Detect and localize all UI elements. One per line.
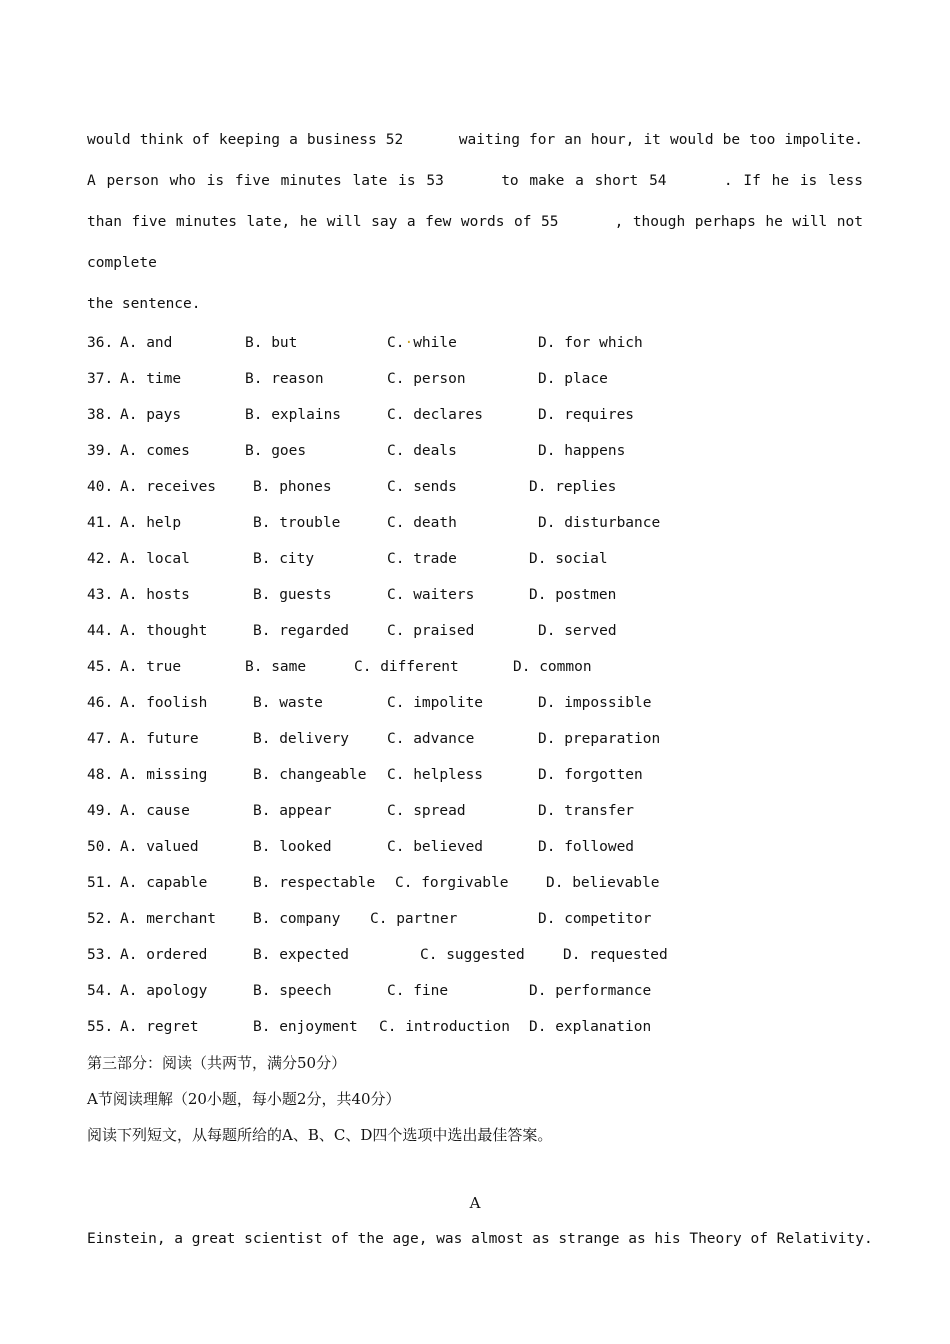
option-a: A. receives bbox=[120, 479, 217, 495]
passage-text: the sentence. bbox=[87, 296, 201, 312]
option-a: A. true bbox=[120, 659, 182, 675]
question-row bbox=[87, 829, 863, 865]
option-b: B. company bbox=[253, 911, 341, 927]
question-row bbox=[87, 721, 863, 757]
question-number: 49. bbox=[87, 803, 114, 819]
option-b: B. city bbox=[253, 551, 315, 567]
option-a: A. local bbox=[120, 551, 190, 567]
option-c: C. suggested bbox=[420, 947, 525, 963]
option-d: D. replies bbox=[529, 479, 617, 495]
question-row bbox=[87, 793, 863, 829]
option-c: C. praised bbox=[387, 623, 475, 639]
option-c: C. fine bbox=[387, 983, 449, 999]
option-d: D. for which bbox=[538, 335, 643, 351]
option-d: D. requires bbox=[538, 407, 635, 423]
option-d: D. served bbox=[538, 623, 617, 639]
question-number: 50. bbox=[87, 839, 114, 855]
question-number: 51. bbox=[87, 875, 114, 891]
option-a: A. future bbox=[120, 731, 199, 747]
question-number: 38. bbox=[87, 407, 114, 423]
question-row bbox=[87, 685, 863, 721]
question-row bbox=[87, 649, 863, 685]
question-row bbox=[87, 433, 863, 469]
option-d: D. disturbance bbox=[538, 515, 661, 531]
option-a: A. comes bbox=[120, 443, 190, 459]
option-b: B. changeable bbox=[253, 767, 367, 783]
option-d: D. preparation bbox=[538, 731, 661, 747]
section-a-heading: A节阅读理解（20小题，每小题2分，共40分） bbox=[87, 1090, 401, 1108]
question-number: 45. bbox=[87, 659, 114, 675]
option-b: B. respectable bbox=[253, 875, 376, 891]
option-c: C. introduction bbox=[379, 1019, 510, 1035]
option-b: B. waste bbox=[253, 695, 323, 711]
option-b: B. phones bbox=[253, 479, 332, 495]
blank-53: 53 bbox=[426, 173, 444, 189]
option-a: A. foolish bbox=[120, 695, 208, 711]
question-number: 44. bbox=[87, 623, 114, 639]
option-d: D. believable bbox=[546, 875, 660, 891]
question-number: 55. bbox=[87, 1019, 114, 1035]
option-c: C. partner bbox=[370, 911, 458, 927]
question-number: 37. bbox=[87, 371, 114, 387]
part-three-heading: 第三部分：阅读（共两节，满分50分） bbox=[87, 1054, 347, 1072]
question-row bbox=[87, 397, 863, 433]
reading-passage-first-line: Einstein, a great scientist of the age, was almost as strange as his Theory of Relativity. bbox=[87, 1231, 873, 1247]
option-b: B. enjoyment bbox=[253, 1019, 358, 1035]
question-number: 48. bbox=[87, 767, 114, 783]
document-page bbox=[87, 120, 873, 1257]
option-a: A. pays bbox=[120, 407, 182, 423]
passage-text: to make a short bbox=[501, 173, 639, 189]
question-row bbox=[87, 973, 863, 1009]
option-a: A. ordered bbox=[120, 947, 208, 963]
option-c: C. advance bbox=[387, 731, 475, 747]
option-a: A. help bbox=[120, 515, 182, 531]
cloze-passage-end bbox=[87, 120, 863, 325]
question-row bbox=[87, 613, 863, 649]
question-row bbox=[87, 865, 863, 901]
option-c: C. person bbox=[387, 371, 466, 387]
option-b: B. speech bbox=[253, 983, 332, 999]
option-c-letter: C. bbox=[387, 335, 405, 351]
option-b: B. reason bbox=[245, 371, 324, 387]
blank-52: 52 bbox=[385, 132, 404, 148]
question-row bbox=[87, 577, 863, 613]
option-c-text: while bbox=[413, 335, 457, 351]
passage-text: , though perhaps he will not complete bbox=[87, 214, 863, 271]
option-c: C. deals bbox=[387, 443, 457, 459]
passage-letter: A bbox=[469, 1194, 481, 1212]
question-number: 53. bbox=[87, 947, 114, 963]
option-c: C. forgivable bbox=[395, 875, 509, 891]
option-d: D. postmen bbox=[529, 587, 617, 603]
question-row bbox=[87, 325, 863, 361]
option-d: D. place bbox=[538, 371, 608, 387]
question-options-list bbox=[87, 325, 863, 1045]
option-d: D. performance bbox=[529, 983, 652, 999]
option-c: C. spread bbox=[387, 803, 466, 819]
option-a: A. time bbox=[120, 371, 182, 387]
option-a: A. apology bbox=[120, 983, 208, 999]
question-row bbox=[87, 937, 863, 973]
option-c: C. impolite bbox=[387, 695, 484, 711]
option-b: B. explains bbox=[245, 407, 342, 423]
question-row bbox=[87, 901, 863, 937]
option-d: D. competitor bbox=[538, 911, 652, 927]
blank-54: 54 bbox=[649, 173, 667, 189]
option-d: D. social bbox=[529, 551, 608, 567]
option-a: A. and bbox=[120, 335, 173, 351]
question-row bbox=[87, 757, 863, 793]
option-a: A. valued bbox=[120, 839, 199, 855]
option-c: C. declares bbox=[387, 407, 484, 423]
option-a: A. thought bbox=[120, 623, 208, 639]
option-b: B. regarded bbox=[253, 623, 350, 639]
option-c: C. helpless bbox=[387, 767, 484, 783]
option-c: C. waiters bbox=[387, 587, 475, 603]
option-d: D. happens bbox=[538, 443, 626, 459]
option-c: C. believed bbox=[387, 839, 484, 855]
option-d: D. explanation bbox=[529, 1019, 652, 1035]
question-number: 36. bbox=[87, 335, 114, 351]
stray-mark-icon: · bbox=[404, 335, 414, 351]
option-d: D. forgotten bbox=[538, 767, 643, 783]
question-number: 46. bbox=[87, 695, 114, 711]
option-d: D. followed bbox=[538, 839, 635, 855]
question-number: 41. bbox=[87, 515, 114, 531]
option-d: D. requested bbox=[563, 947, 668, 963]
blank-55: 55 bbox=[541, 214, 559, 230]
option-b: B. goes bbox=[245, 443, 307, 459]
option-c: C. death bbox=[387, 515, 457, 531]
question-number: 47. bbox=[87, 731, 114, 747]
option-b: B. expected bbox=[253, 947, 350, 963]
option-b: B. but bbox=[245, 335, 298, 351]
passage-text: person who is five minutes late is bbox=[106, 173, 416, 189]
reading-instruction: 阅读下列短文，从每题所给的A、B、C、D四个选项中选出最佳答案。 bbox=[87, 1126, 553, 1144]
question-row bbox=[87, 361, 863, 397]
option-c: C. trade bbox=[387, 551, 457, 567]
option-a: A. merchant bbox=[120, 911, 217, 927]
option-b: B. trouble bbox=[253, 515, 341, 531]
passage-text: would think of keeping a business bbox=[87, 132, 377, 148]
option-c bbox=[387, 325, 457, 361]
question-number: 43. bbox=[87, 587, 114, 603]
question-number: 52. bbox=[87, 911, 114, 927]
question-number: 39. bbox=[87, 443, 114, 459]
option-d: D. impossible bbox=[538, 695, 652, 711]
option-c: C. different bbox=[354, 659, 459, 675]
option-b: B. looked bbox=[253, 839, 332, 855]
option-b: B. same bbox=[245, 659, 307, 675]
passage-text: waiting for an hour, it would be too impolite. A bbox=[87, 132, 863, 189]
question-row bbox=[87, 469, 863, 505]
option-b: B. delivery bbox=[253, 731, 350, 747]
option-c: C. sends bbox=[387, 479, 457, 495]
option-a: A. missing bbox=[120, 767, 208, 783]
option-b: B. guests bbox=[253, 587, 332, 603]
option-a: A. cause bbox=[120, 803, 190, 819]
option-a: A. capable bbox=[120, 875, 208, 891]
question-number: 54. bbox=[87, 983, 114, 999]
option-a: A. hosts bbox=[120, 587, 190, 603]
passage-text: five minutes late, he will say a few words of bbox=[131, 214, 532, 230]
question-number: 42. bbox=[87, 551, 114, 567]
question-row bbox=[87, 505, 863, 541]
option-b: B. appear bbox=[253, 803, 332, 819]
option-d: D. common bbox=[513, 659, 592, 675]
question-row bbox=[87, 1009, 863, 1045]
option-d: D. transfer bbox=[538, 803, 635, 819]
question-number: 40. bbox=[87, 479, 114, 495]
passage-text: . If he is less than bbox=[87, 173, 863, 230]
question-row bbox=[87, 541, 863, 577]
option-a: A. regret bbox=[120, 1019, 199, 1035]
